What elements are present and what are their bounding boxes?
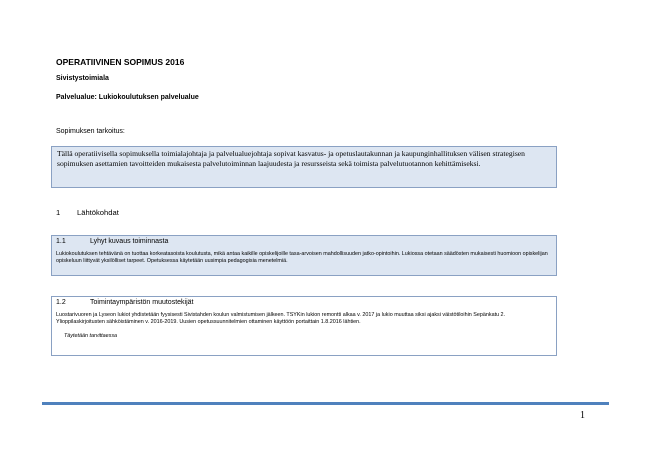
section-1-1-text: Lukiokoulutuksen tehtävänä on tuottaa korkeatasoista koulutusta, mikä antaa kaikille opiskelijoille tasa-arvoisen mahdollisuuden jatko-opintoihin. Lukiossa otetaan säädösten mukaisesti huomioon opiskelijan opiskeluun liittyvät yksilölliset tarpeet. Opetuksessa käytetään uusimpia pedagogisia menetelmiä. (56, 251, 548, 265)
section-1-2-text: Luostarivuoren ja Lyseon lukiot yhdistetään fyysisesti Sivistahden koulun valmistumisen jälkeen. TSYKin lukion remontti alkaa v. 2017 ja lukio muuttaa siksi ajaksi väistötiloihin Sepänkatu 2. Ylioppilaskirjoitusten sähköistäminen v. 2016-2019. Uusien opetussuunnitelmien ottaminen käyttöön portaittain 1.8.2016 lähtien. (56, 312, 506, 326)
section-1-title: Lähtökohdat (77, 208, 119, 217)
department-label: Sivistystoimiala (56, 75, 109, 82)
purpose-heading: Sopimuksen tarkoitus: (56, 128, 125, 135)
section-1-2-number: 1.2 (56, 299, 66, 306)
section-1-number: 1 (56, 208, 61, 217)
section-1-1-box (51, 235, 557, 276)
purpose-text-box: Tällä operatiivisella sopimuksella toimialajohtaja ja palvelualuejohtaja sopivat kasvatus- ja opetuslautakunnan ja kaupunginhallituksen välisen strategisen sopimuksen asettamien tavoitteiden mukaisesta palvelutoiminnan laajuudesta ja resursseista sekä toimista palvelutuotannon kehittämiseksi. (51, 146, 557, 188)
service-area-label: Palvelualue: Lukiokoulutuksen palvelualue (56, 94, 199, 101)
section-1-2-box (51, 296, 557, 356)
section-1-1-heading (56, 238, 552, 245)
section-1-1-number: 1.1 (56, 238, 66, 245)
page-number: 1 (580, 410, 585, 421)
section-1-2-note: Täytetään tarvittaessa (64, 332, 118, 339)
section-1-heading (56, 208, 119, 217)
document-title: OPERATIIVINEN SOPIMUS 2016 (56, 57, 185, 67)
section-1-1-title: Lyhyt kuvaus toiminnasta (90, 238, 169, 245)
section-1-2-title: Toimintaympäristön muutostekijät (90, 299, 194, 306)
section-1-2-heading (56, 299, 552, 306)
footer-divider (42, 402, 609, 405)
